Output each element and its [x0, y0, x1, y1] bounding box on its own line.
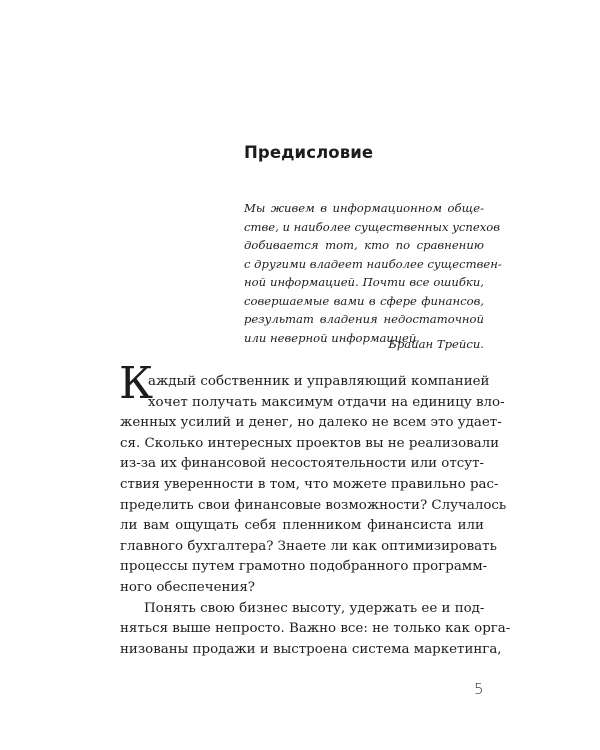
body-line: из-за их финансовой несостоятельности или отсут-	[120, 456, 485, 472]
epigraph	[244, 199, 502, 347]
epigraph-line: добивается тот, кто по сравнению	[244, 238, 484, 253]
body-line: ли вам ощущать себя пленником финансиста или	[120, 518, 484, 534]
body-line: няться выше непросто. Важно все: не только как орга-	[120, 621, 511, 637]
page-number: 5	[474, 680, 484, 698]
epigraph-line: Мы живем в информационном обще-	[244, 201, 484, 215]
epigraph-line: совершаемые вами в сфере финансов,	[244, 293, 484, 308]
body-line: ного обеспечения?	[120, 579, 255, 595]
body-line: ся. Сколько интересных проектов вы не реализовали	[120, 435, 500, 451]
epigraph-author: Брайан Трейси.	[388, 337, 484, 351]
body-line: хочет получать максимум отдачи на единицу вло-	[148, 394, 505, 410]
epigraph-line: с другими владеет наиболее существен-	[244, 256, 502, 271]
body-line: Понять свою бизнес высоту, удержать ее и под-	[144, 600, 485, 616]
body-line: процессы путем грамотно подобранного программ-	[120, 559, 488, 575]
epigraph-line: ной информацией. Почти все ошибки,	[244, 275, 484, 290]
epigraph-line: результат владения недостаточной	[244, 312, 484, 327]
drop-cap: К	[119, 358, 154, 409]
epigraph-line: стве, и наиболее существенных успехов	[244, 219, 501, 234]
body-line: низованы продажи и выстроена система маркетинга,	[120, 641, 502, 657]
epigraph-line: или неверной информацией.	[244, 330, 420, 345]
chapter-title: Предисловие	[244, 143, 374, 162]
body-text	[120, 372, 511, 660]
body-line: ствия уверенности в том, что можете правильно рас-	[120, 476, 499, 492]
body-line: аждый собственник и управляющий компанией	[148, 374, 490, 389]
body-line: пределить свои финансовые возможности? Случалось	[120, 497, 507, 513]
body-line: главного бухгалтера? Знаете ли как оптимизировать	[120, 538, 497, 554]
body-line: женных усилий и денег, но далеко не всем это удает-	[120, 415, 502, 431]
